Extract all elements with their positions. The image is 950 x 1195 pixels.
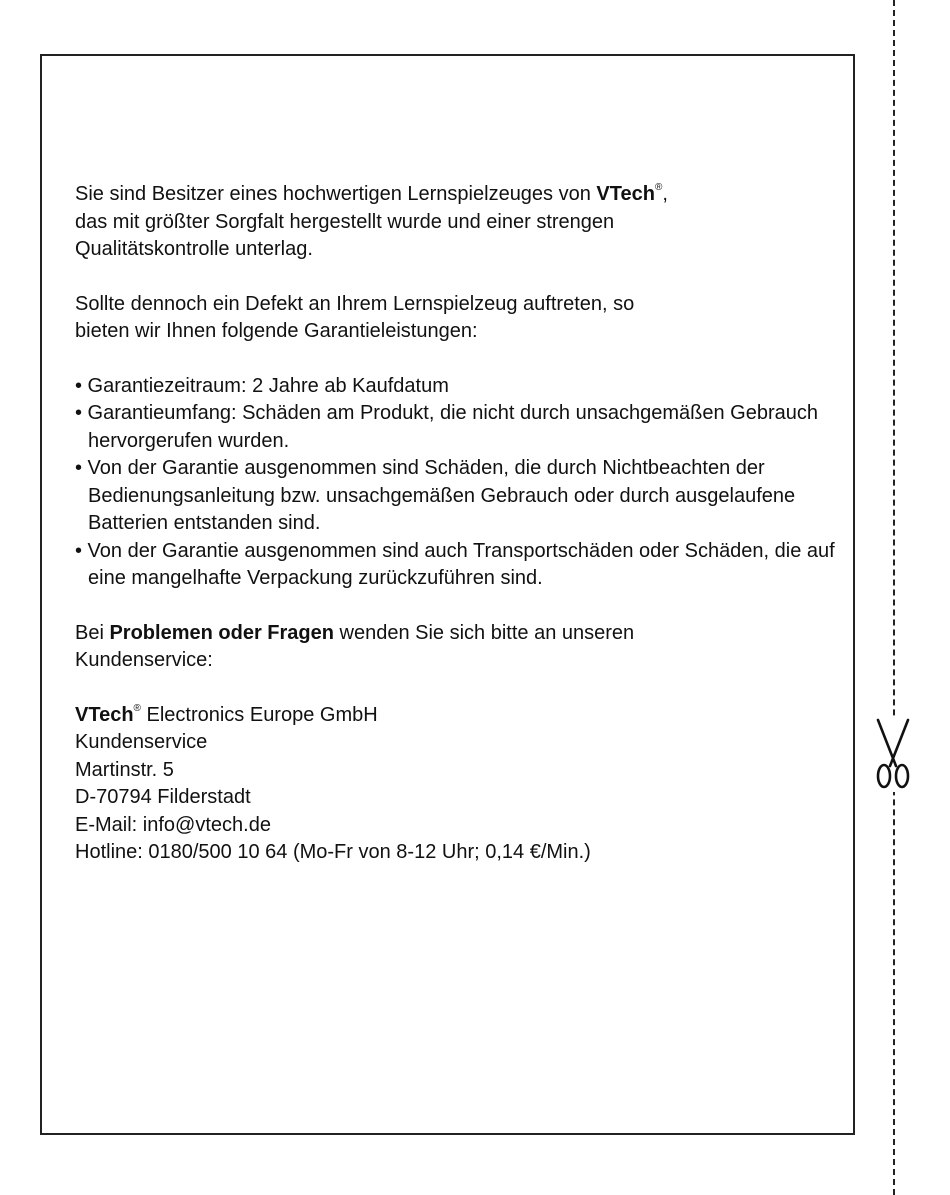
- intro-line-1: [75, 181, 835, 209]
- brand-name: VTech: [596, 183, 655, 205]
- warranty-text: [75, 181, 835, 867]
- contact-intro-line-1: [75, 620, 835, 648]
- bullet-item: • Garantieumfang: Schäden am Produkt, die nicht durch unsachgemäßen Gebrauch hervorgerufen wurden.: [75, 402, 818, 452]
- bullet-item: • Von der Garantie ausgenommen sind auch Transportschäden oder Schäden, die auf eine mangelhafte Verpackung zurückzuführen sind.: [75, 539, 835, 589]
- contact-intro-line-2: Kundenservice:: [75, 649, 213, 671]
- registered-mark: ®: [654, 182, 663, 194]
- address-email: E-Mail: info@vtech.de: [75, 813, 271, 836]
- cut-line: [893, 0, 895, 1195]
- address-hotline: Hotline: 0180/500 10 64 (Mo-Fr von 8-12 Uhr; 0,14 €/Min.): [75, 841, 591, 863]
- intro-line-2: das mit größter Sorgfalt hergestellt wurde und einer strengen: [75, 210, 615, 233]
- scissors-icon: [870, 716, 916, 792]
- bullet-item: • Garantiezeitraum: 2 Jahre ab Kaufdatum: [75, 374, 449, 397]
- contact-intro-post: wenden Sie sich bitte an unseren: [333, 621, 635, 644]
- address-brand: VTech: [75, 703, 134, 726]
- address-street: Martinstr. 5: [75, 758, 174, 781]
- address-city: D-70794 Filderstadt: [75, 786, 251, 808]
- defect-line-2: bieten wir Ihnen folgende Garantieleistungen:: [75, 320, 478, 342]
- contact-intro-pre: Bei: [75, 621, 110, 644]
- defect-line-1: Sollte dennoch ein Defekt an Ihrem Lernspielzeug auftreten, so: [75, 292, 635, 315]
- intro-line-3: Qualitätskontrolle unterlag.: [75, 238, 313, 260]
- address-registered-mark: ®: [133, 702, 141, 714]
- intro-comma: ,: [662, 183, 668, 205]
- address-company-name: Electronics Europe GmbH: [140, 703, 378, 726]
- bullet-item: • Von der Garantie ausgenommen sind Schäden, die durch Nichtbeachten der Bedienungsanleitung bzw. unsachgemäßen Gebrauch oder durch ausgelaufene Batterien entstanden sind.: [75, 457, 796, 534]
- address-company: [75, 702, 835, 730]
- address-dept: Kundenservice: [75, 731, 208, 753]
- contact-intro-emphasis: Problemen oder Fragen: [109, 621, 334, 644]
- intro-text: Sie sind Besitzer eines hochwertigen Lernspielzeuges von: [75, 183, 597, 205]
